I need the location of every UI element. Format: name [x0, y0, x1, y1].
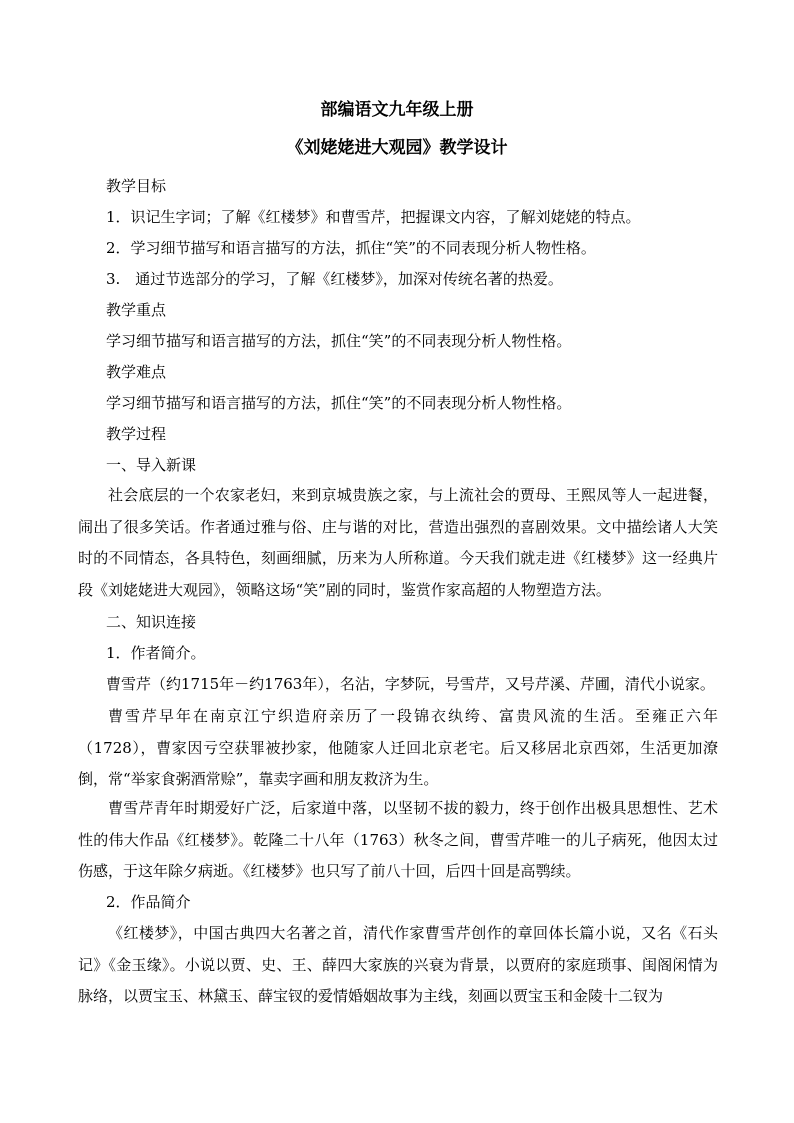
- section-heading-intro: 一、导入新课: [106, 456, 197, 474]
- author-heading: 1．作者简介。: [106, 644, 206, 662]
- document-subtitle: 《刘姥姥进大观园》教学设计: [286, 138, 508, 158]
- goal-item-1: 1．识记生字词；了解《红楼梦》和曹雪芹，把握课文内容，了解刘姥姥的特点。: [106, 208, 641, 226]
- document-title: 部编语文九年级上册: [320, 100, 474, 120]
- goals-heading: 教学目标: [106, 177, 167, 195]
- section-heading-knowledge: 二、知识连接: [106, 613, 197, 631]
- key-text: 学习细节描写和语言描写的方法，抓住“笑”的不同表现分析人物性格。: [106, 332, 572, 350]
- author-line: 曹雪芹（约1715年－约1763年），名沾，字梦阮，号雪芹，又号芹溪、芹圃，清代小说家。: [106, 675, 715, 693]
- difficulty-heading: 教学难点: [106, 363, 167, 381]
- difficulty-text: 学习细节描写和语言描写的方法，抓住“笑”的不同表现分析人物性格。: [106, 394, 572, 412]
- works-paragraph-1: 《红楼梦》，中国古典四大名著之首，清代作家曹雪芹创作的章回体长篇小说，又名《石头记》《金玉缘》。小说以贾、史、王、薛四大家族的兴衰为背景，以贾府的家庭琐事、闺阁闲情为脉络，以贾宝玉、林黛玉、薛宝钗的爱情婚姻故事为主线，刻画以贾宝玉和金陵十二钗为: [78, 924, 718, 1005]
- author-paragraph-2: 曹雪芹青年时期爱好广泛，后家道中落，以坚韧不拔的毅力，终于创作出极具思想性、艺术性的伟大作品《红楼梦》。乾隆二十八年（1763）秋冬之间，曹雪芹唯一的儿子病死，他因太过伤感，于这年除夕病逝。《红楼梦》也只写了前八十回，后四十回是高鹗续。: [78, 799, 718, 880]
- key-heading: 教学重点: [106, 301, 167, 319]
- intro-paragraph: 社会底层的一个农家老妇，来到京城贵族之家，与上流社会的贾母、王熙凤等人一起进餐，闹出了很多笑话。作者通过雅与俗、庄与谐的对比，营造出强烈的喜剧效果。文中描绘诸人大笑时的不同情态，各具特色，刻画细腻，历来为人所称道。今天我们就走进《红楼梦》这一经典片段《刘姥姥进大观园》，领略这场“笑”剧的同时，鉴赏作家高超的人物塑造方法。: [78, 486, 718, 599]
- goal-item-2: 2．学习细节描写和语言描写的方法，抓住“笑”的不同表现分析人物性格。: [106, 239, 596, 257]
- works-heading: 2．作品简介: [106, 893, 191, 911]
- author-paragraph-1: 曹雪芹早年在南京江宁织造府亲历了一段锦衣纨绔、富贵风流的生活。至雍正六年（1728），曹家因亏空获罪被抄家，他随家人迁回北京老宅。后又移居北京西郊，生活更加潦倒，常“举家食粥酒常赊”，靠卖字画和朋友救济为生。: [78, 707, 718, 788]
- process-heading: 教学过程: [106, 425, 167, 443]
- goal-item-3: 3. 通过节选部分的学习，了解《红楼梦》，加深对传统名著的热爱。: [106, 270, 563, 288]
